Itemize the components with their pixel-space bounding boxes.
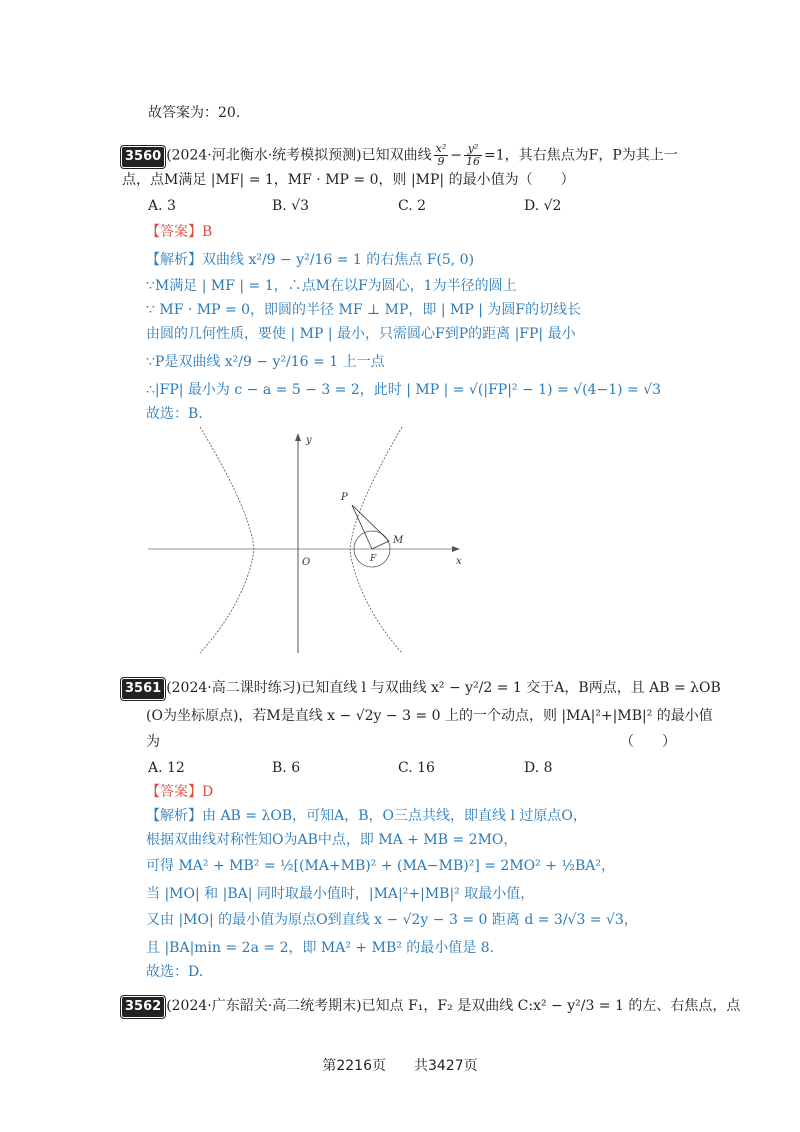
option-a: A. 3 [148,198,176,214]
origin-label: O [302,557,311,568]
analysis-line: 根据双曲线对称性知O为AB中点，即 MA + MB = 2MO， [146,832,518,848]
answer-label: 【答案】D [146,784,214,800]
analysis-line: 【解析】由 AB = λOB，可知A，B，O三点共线，即直线 l 过原点O， [146,808,587,824]
analysis-line: ∵P是双曲线 x²/9 − y²/16 = 1 上一点 [146,354,385,370]
analysis-line: 故选：B. [146,406,203,422]
y-axis-arrow [295,433,301,441]
question-3561-line1: 3561 (2024·高二课时练习)已知直线 l 与双曲线 x² − y²/2 = 1 交于A，B两点，且 AB = λOB [122,678,721,699]
analysis-line: 当 |MO| 和 |BA| 同时取最小值时，|MA|²+|MB|² 取最小值， [146,886,535,902]
analysis-line: ∵ MF · MP = 0，即圆的半径 MF ⊥ MP，即 | MP | 为圆F的切线长 [146,302,582,318]
option-c: C. 16 [398,760,435,776]
page-footer: 第2216页 共3427页 [322,1058,478,1074]
question-number: 3561 [122,679,164,699]
question-3561-line2: (O为坐标原点)，若M是直线 x − √2y − 3 = 0 上的一个动点，则 |MA|²+|MB|² 的最小值 [146,708,713,724]
point-m-label: M [393,535,404,546]
answer-paren: （ ） [620,734,676,750]
question-number: 3560 [122,147,164,167]
option-c: C. 2 [398,198,427,214]
option-b: B. 6 [272,760,301,776]
point-f-label: F [370,554,377,564]
question-number: 3562 [122,997,164,1017]
analysis-line: 又由 |MO| 的最小值为原点O到直线 x − √2y − 3 = 0 距离 d = 3/√3 = √3， [146,912,638,928]
analysis-line: 由圆的几何性质，要使 | MP | 最小，只需圆心F到P的距离 |FP| 最小 [146,326,576,342]
analysis-line: ∵M满足 | MF | = 1，∴点M在以F为圆心，1为半径的圆上 [146,278,517,294]
segment-pm [352,505,389,541]
x-label: x [456,556,462,567]
question-source: (2024·河北衡水·统考模拟预测)已知双曲线 [166,147,432,164]
option-b: B. √3 [272,198,310,214]
segment-mf [372,541,389,549]
point-p-label: P [341,492,348,503]
question-3562-line1: 3562 (2024·广东韶关·高二统考期末)已知点 F₁，F₂ 是双曲线 C:x² − y²/3 = 1 的左、右焦点，点 [122,996,740,1017]
left-branch [200,427,254,653]
hyperbola-figure [140,425,470,655]
question-3561-line3: 为 [146,734,160,750]
question-3560-line1: 3560 (2024·河北衡水·统考模拟预测)已知双曲线 $\frac{\text{x²}}{9}$ − $\frac{\text{y²}}{16}$ =1，其右焦点为F，P为其上一 [122,143,678,168]
option-a: A. 12 [148,760,185,776]
analysis-line: 【解析】双曲线 x²/9 − y²/16 = 1 的右焦点 F(5, 0) [146,252,475,268]
previous-answer: 故答案为：20. [148,105,241,121]
answer-label: 【答案】B [146,224,213,240]
analysis-line: 故选：D. [146,964,204,980]
option-d: D. 8 [524,760,553,776]
x-axis-arrow [452,546,460,552]
analysis-line: ∴|FP| 最小为 c − a = 5 − 3 = 2，此时 | MP | = √(|FP|² − 1) = √(4−1) = √3 [146,382,662,398]
option-d: D. √2 [524,198,562,214]
question-3560-line2: 点，点M满足 |MF| = 1，MF · MP = 0，则 |MP| 的最小值为（ ） [122,172,575,188]
y-label: y [306,435,312,446]
analysis-line: 可得 MA² + MB² = ½[(MA+MB)² + (MA−MB)²] = 2MO² + ½BA²， [146,858,615,874]
analysis-line: 且 |BA|min = 2a = 2，即 MA² + MB² 的最小值是 8. [146,940,495,956]
